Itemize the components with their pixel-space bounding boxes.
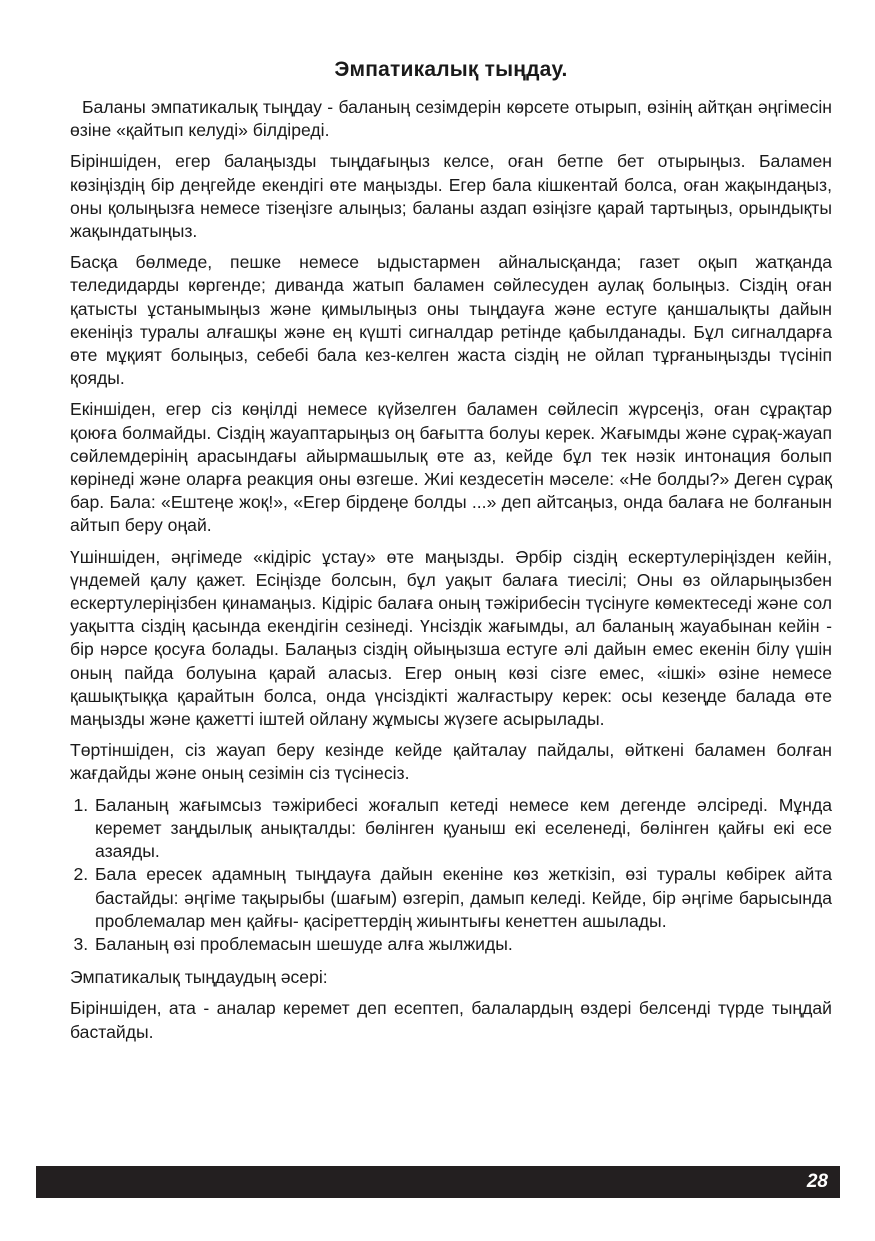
numbered-list xyxy=(70,794,832,956)
paragraph-second: Екіншіден, егер сіз көңілді немесе күйзелген баламен сөйлесіп жүрсеңіз, оған сұрақтар қоюға болмайды. Сіздің жауаптарыңыз оң бағытта болуы керек. Жағымды және сұрақ-жауап сөйлемдерінің арасындағы айырмашылық өте аз, кейде бұл тек нәзік интонация болып көрінеді және оларға реакция оны өзгеше. Жиі кездесетін мәселе: «Не болды?» Деген сұрақ бар. Бала: «Ештеңе жоқ!», «Егер бірдеңе болды ...» деп айтсаңыз, онда балаға не болғанын айтып беру оңай. xyxy=(70,399,832,536)
paragraph-third: Үшіншіден, әңгімеде «кідіріс ұстау» өте маңызды. Әрбір сіздің ескертулеріңізден кейін, үндемей қалу қажет. Есіңізде болсын, бұл уақыт балаға тиесілі; Оны өз ойларыңызбен ескертулеріңізбен қинамаңыз. Кідіріс балаға оның тәжірибесін түсінуге көмектеседі және сол уақытта сіздің қасында екендігін сезінеді. Үнсіздік жағымды, ал баланың жауабынан кейін - бір нәрсе қосуға болады. Балаңыз сіздің ойыңызша естуге әлі дайын емес екенін білу үшін оның пайда болуына қарай аласыз. Егер оның көзі сізге емес, «ішкі» өзіне немесе қашықтыққа қарайтын болса, онда үнсіздікті жалғастыру керек: осы кезеңде балада өте маңызды және қажетті іштей ойлану жұмысы жүзеге асырылады. xyxy=(70,546,832,730)
paragraph-fourth: Төртіншіден, сіз жауап беру кезінде кейде қайталау пайдалы, өйткені баламен болған жағдайды және оның сезімін сіз түсінесіз. xyxy=(70,740,832,784)
footer-bar xyxy=(36,1166,840,1198)
page-number: 28 xyxy=(806,1171,828,1192)
list-item: 3. Баланың өзі проблемасын шешуде алға жылжиды. xyxy=(93,933,832,956)
page-content xyxy=(70,58,832,1052)
paragraph-distractions: Басқа бөлмеде, пешке немесе ыдыстармен айналысқанда; газет оқып жатқанда теледидарды көргенде; диванда жатып баламен сөйлесуден аулақ болыңыз. Сіздің оған қатысты ұстанымыңыз және қимылыңыз оны тыңдауға және естуге қаншалықты дайын екеніңіз туралы алғашқы және ең күшті сигналдар ретінде қабылданады. Бұл сигналдарға өте мұқият болыңыз, себебі бала кез-келген жаста сіздің не ойлап тұрғаныңызды түсініп қояды. xyxy=(70,252,832,389)
closing-heading: Эмпатикалық тыңдаудың әсері: xyxy=(70,967,328,988)
list-item: 2. Бала ересек адамның тыңдауға дайын екеніне көз жеткізіп, өзі туралы көбірек айта бастайды: әңгіме тақырыбы (шағым) өзгеріп, дамып келеді. Кейде, бір әңгіме барысында проблемалар мен қайғы- қасіреттердің жиынтығы кенеттен ашылады. xyxy=(93,863,832,933)
paragraph-intro: Баланы эмпатикалық тыңдау - баланың сезімдерін көрсете отырып, өзінің айтқан әңгімесін өзіне «қайтып келуді» білдіреді. xyxy=(70,97,832,141)
page-title: Эмпатикалық тыңдау. xyxy=(334,58,568,81)
closing-paragraph: Біріншіден, ата - аналар керемет деп есептеп, балалардың өздері белсенді түрде тыңдай бастайды. xyxy=(70,998,832,1042)
paragraph-first: Біріншіден, егер балаңызды тыңдағыңыз келсе, оған бетпе бет отырыңыз. Баламен көзіңіздің бір деңгейде екендігі өте маңызды. Егер бала кішкентай болса, оған жақындаңыз, оны қолыңызға немесе тізеңізге алыңыз; баланы аздап өзіңізге қарай тартыңыз, орындықты жақындатыңыз. xyxy=(70,151,832,242)
list-item: 1. Баланың жағымсыз тәжірибесі жоғалып кетеді немесе кем дегенде әлсіреді. Мұнда керемет заңдылық анықталды: бөлінген қуаныш екі еселенеді, бөлінген қайғы екі есе азаяды. xyxy=(93,794,832,864)
